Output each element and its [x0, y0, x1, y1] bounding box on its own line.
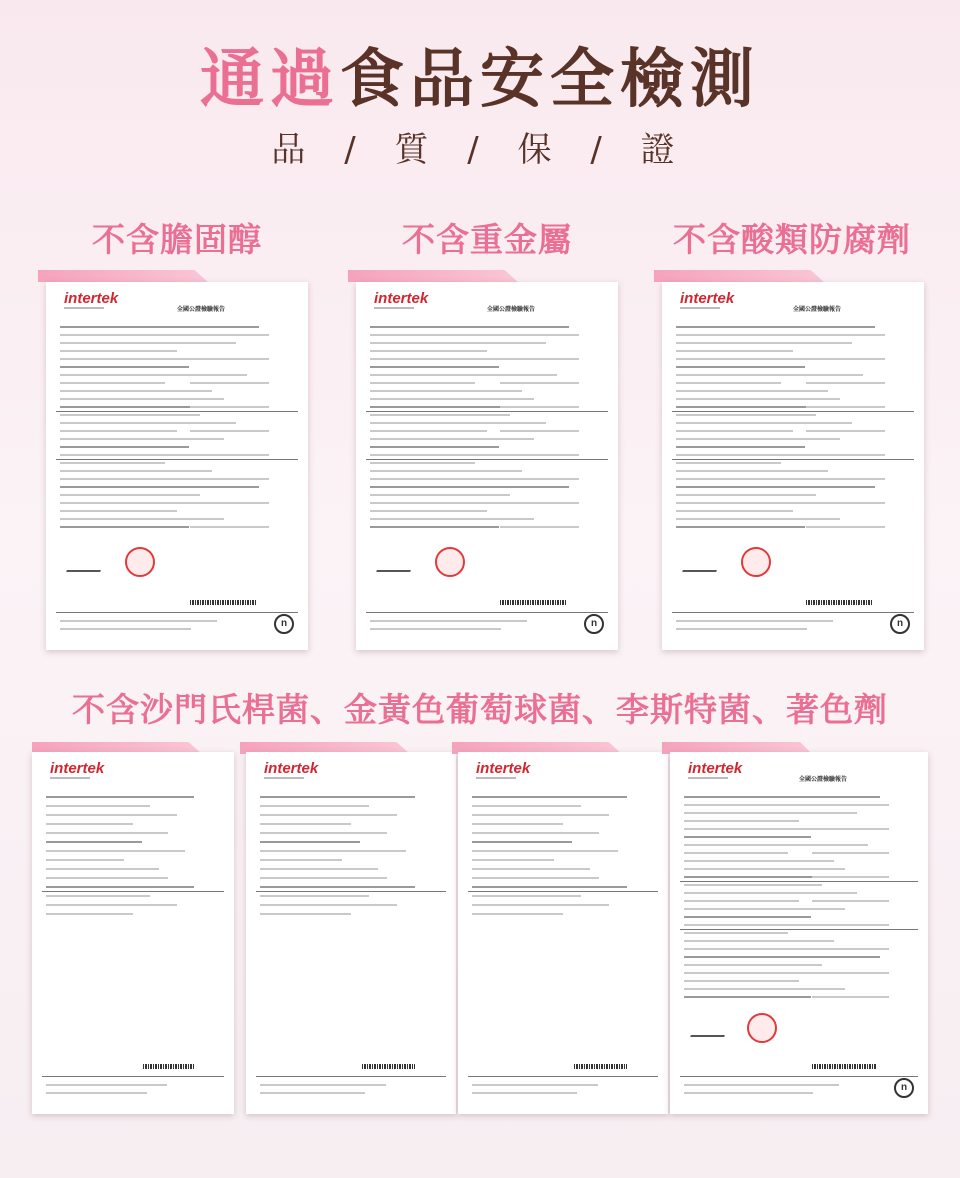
signature	[682, 562, 720, 572]
test-report-document	[356, 282, 618, 650]
logo-underline	[50, 777, 90, 779]
text-line	[370, 382, 475, 384]
text-line	[684, 852, 788, 854]
signature	[66, 562, 104, 572]
section-divider	[680, 881, 918, 882]
footer-divider	[256, 1076, 446, 1077]
text-line	[684, 908, 845, 910]
accreditation-mark-icon: n	[894, 1078, 914, 1098]
text-line	[260, 832, 387, 834]
text-line	[190, 454, 269, 456]
text-line	[472, 886, 627, 888]
seal-stamp	[747, 1013, 777, 1043]
accreditation-mark-icon: n	[890, 614, 910, 634]
text-line	[806, 334, 885, 336]
text-line	[472, 850, 618, 852]
text-line	[684, 932, 788, 934]
page-title	[0, 40, 960, 120]
logo-underline	[476, 777, 516, 779]
text-line	[46, 904, 177, 906]
text-line	[676, 414, 816, 416]
text-line	[60, 334, 200, 336]
test-report-document	[670, 752, 928, 1114]
logo-underline	[64, 307, 104, 309]
document-tab	[348, 270, 518, 282]
intertek-logo: intertek	[680, 290, 735, 307]
text-line	[684, 804, 822, 806]
text-line	[190, 526, 269, 528]
text-line	[190, 478, 269, 480]
barcode	[500, 600, 566, 605]
text-line	[676, 422, 852, 424]
section-divider	[366, 459, 608, 460]
text-line	[806, 454, 885, 456]
text-line	[46, 868, 159, 870]
text-line	[472, 841, 572, 843]
text-line	[684, 988, 845, 990]
text-line	[676, 326, 875, 328]
text-line	[260, 904, 397, 906]
text-line	[260, 868, 378, 870]
text-line	[260, 886, 415, 888]
text-line	[60, 526, 189, 528]
barcode	[362, 1064, 415, 1069]
text-line	[806, 358, 885, 360]
text-line	[60, 414, 200, 416]
text-line	[812, 804, 889, 806]
text-line	[472, 814, 609, 816]
text-line	[260, 805, 369, 807]
text-line	[46, 832, 168, 834]
text-line	[812, 948, 889, 950]
text-line	[472, 868, 590, 870]
footer-text	[60, 628, 191, 630]
text-line	[370, 518, 534, 520]
text-line	[190, 334, 269, 336]
text-line	[684, 796, 880, 798]
text-line	[370, 430, 487, 432]
text-line	[684, 844, 868, 846]
text-line	[806, 430, 885, 432]
intertek-logo: intertek	[50, 760, 105, 777]
text-line	[60, 422, 236, 424]
footer-text	[370, 628, 501, 630]
text-line	[812, 996, 889, 998]
text-line	[500, 502, 579, 504]
text-line	[190, 406, 269, 408]
text-line	[370, 398, 534, 400]
text-line	[500, 334, 579, 336]
text-line	[676, 390, 828, 392]
test-report-document	[458, 752, 668, 1114]
text-line	[260, 895, 369, 897]
footer-divider	[680, 1076, 918, 1077]
text-line	[60, 390, 212, 392]
barcode	[143, 1064, 194, 1069]
text-line	[500, 526, 579, 528]
text-line	[676, 398, 840, 400]
subtitle: 品 / 質 / 保 / 證	[271, 130, 689, 170]
report-title: 全國公證檢驗報告	[177, 306, 226, 313]
footer-text	[472, 1084, 598, 1086]
text-line	[46, 814, 177, 816]
label-no-preservative: 不含酸類防腐劑	[673, 220, 911, 259]
text-line	[60, 366, 189, 368]
text-line	[472, 859, 554, 861]
section-divider	[56, 459, 298, 460]
label-no-heavy-metal: 不含重金屬	[402, 220, 572, 259]
text-line	[472, 904, 609, 906]
footer-text	[472, 1092, 577, 1094]
text-line	[500, 358, 579, 360]
text-line	[472, 895, 581, 897]
text-line	[806, 478, 885, 480]
section-divider	[468, 891, 658, 892]
text-line	[684, 892, 857, 894]
text-line	[46, 841, 142, 843]
text-line	[676, 382, 781, 384]
section-divider	[672, 459, 914, 460]
text-line	[684, 820, 799, 822]
footer-text	[46, 1084, 167, 1086]
text-line	[676, 526, 805, 528]
footer-text	[260, 1084, 386, 1086]
text-line	[190, 382, 269, 384]
text-line	[60, 430, 177, 432]
text-line	[46, 823, 133, 825]
signature	[376, 562, 414, 572]
text-line	[676, 342, 852, 344]
logo-underline	[688, 777, 728, 779]
text-line	[676, 518, 840, 520]
text-line	[676, 510, 793, 512]
footer-divider	[56, 612, 298, 613]
text-line	[60, 326, 259, 328]
barcode	[574, 1064, 627, 1069]
text-line	[60, 446, 189, 448]
footer-divider	[468, 1076, 658, 1077]
text-line	[370, 470, 522, 472]
section-divider	[56, 411, 298, 412]
text-line	[812, 852, 889, 854]
text-line	[60, 438, 224, 440]
text-line	[370, 510, 487, 512]
text-line	[684, 916, 811, 918]
text-line	[370, 350, 487, 352]
text-line	[260, 850, 406, 852]
text-line	[370, 334, 510, 336]
intertek-logo: intertek	[64, 290, 119, 307]
text-line	[46, 895, 150, 897]
text-line	[260, 913, 351, 915]
title-highlight: 通過	[200, 43, 340, 117]
footer-text	[260, 1092, 365, 1094]
text-line	[370, 526, 499, 528]
text-line	[370, 414, 510, 416]
text-line	[812, 972, 889, 974]
section-divider	[672, 411, 914, 412]
text-line	[46, 850, 185, 852]
text-line	[812, 876, 889, 878]
text-line	[370, 326, 569, 328]
footer-text	[676, 620, 833, 622]
text-line	[370, 446, 499, 448]
accreditation-mark-icon: n	[584, 614, 604, 634]
text-line	[684, 860, 834, 862]
footer-text	[676, 628, 807, 630]
seal-stamp	[125, 547, 155, 577]
label-no-bacteria-colorant: 不含沙門氏桿菌、金黃色葡萄球菌、李斯特菌、著色劑	[72, 690, 888, 729]
text-line	[500, 382, 579, 384]
test-report-document	[246, 752, 456, 1114]
title-main: 食品安全檢測	[340, 43, 760, 117]
text-line	[500, 430, 579, 432]
text-line	[260, 877, 387, 879]
text-line	[260, 796, 415, 798]
text-line	[260, 823, 351, 825]
text-line	[46, 805, 150, 807]
text-line	[370, 342, 546, 344]
footer-text	[684, 1092, 813, 1094]
text-line	[812, 924, 889, 926]
text-line	[46, 886, 194, 888]
text-line	[472, 832, 599, 834]
text-line	[260, 841, 360, 843]
section-divider	[680, 929, 918, 930]
text-line	[60, 374, 247, 376]
text-line	[684, 868, 845, 870]
intertek-logo: intertek	[264, 760, 319, 777]
footer-text	[46, 1092, 147, 1094]
text-line	[472, 823, 563, 825]
text-line	[806, 526, 885, 528]
logo-underline	[680, 307, 720, 309]
text-line	[684, 980, 799, 982]
text-line	[370, 494, 510, 496]
text-line	[500, 454, 579, 456]
text-line	[370, 374, 557, 376]
text-line	[60, 470, 212, 472]
text-line	[676, 462, 781, 464]
text-line	[60, 462, 165, 464]
text-line	[46, 913, 133, 915]
text-line	[684, 964, 822, 966]
text-line	[60, 494, 200, 496]
text-line	[500, 478, 579, 480]
text-line	[676, 366, 805, 368]
text-line	[46, 796, 194, 798]
text-line	[806, 502, 885, 504]
text-line	[46, 877, 168, 879]
report-title: 全國公證檢驗報告	[799, 776, 848, 783]
text-line	[676, 470, 828, 472]
logo-underline	[264, 777, 304, 779]
footer-text	[684, 1084, 839, 1086]
footer-text	[60, 620, 217, 622]
text-line	[676, 350, 793, 352]
logo-underline	[374, 307, 414, 309]
text-line	[684, 956, 880, 958]
text-line	[676, 446, 805, 448]
seal-stamp	[435, 547, 465, 577]
footer-text	[370, 620, 527, 622]
text-line	[472, 805, 581, 807]
test-report-document	[662, 282, 924, 650]
text-line	[806, 406, 885, 408]
test-report-document	[32, 752, 234, 1114]
text-line	[60, 486, 259, 488]
text-line	[812, 900, 889, 902]
text-line	[60, 342, 236, 344]
report-title: 全國公證檢驗報告	[793, 306, 842, 313]
text-line	[260, 859, 342, 861]
text-line	[684, 836, 811, 838]
text-line	[676, 334, 816, 336]
seal-stamp	[741, 547, 771, 577]
text-line	[370, 438, 534, 440]
intertek-logo: intertek	[374, 290, 429, 307]
section-divider	[256, 891, 446, 892]
signature	[690, 1027, 728, 1037]
text-line	[190, 358, 269, 360]
text-line	[676, 486, 875, 488]
intertek-logo: intertek	[688, 760, 743, 777]
text-line	[370, 390, 522, 392]
text-line	[370, 462, 475, 464]
accreditation-mark-icon: n	[274, 614, 294, 634]
text-line	[676, 374, 863, 376]
document-tab	[654, 270, 824, 282]
document-tab	[38, 270, 208, 282]
text-line	[472, 913, 563, 915]
text-line	[60, 518, 224, 520]
text-line	[260, 814, 397, 816]
text-line	[60, 398, 224, 400]
text-line	[60, 510, 177, 512]
barcode	[806, 600, 872, 605]
text-line	[684, 812, 857, 814]
barcode	[190, 600, 256, 605]
report-title: 全國公證檢驗報告	[487, 306, 536, 313]
barcode	[812, 1064, 877, 1069]
footer-divider	[366, 612, 608, 613]
text-line	[60, 350, 177, 352]
text-line	[812, 828, 889, 830]
test-report-document	[46, 282, 308, 650]
text-line	[684, 940, 834, 942]
section-divider	[42, 891, 224, 892]
label-no-cholesterol: 不含膽固醇	[92, 220, 262, 259]
section-divider	[366, 411, 608, 412]
text-line	[500, 406, 579, 408]
text-line	[472, 796, 627, 798]
text-line	[190, 502, 269, 504]
text-line	[684, 900, 799, 902]
text-line	[676, 438, 840, 440]
text-line	[676, 494, 816, 496]
footer-divider	[672, 612, 914, 613]
text-line	[370, 366, 499, 368]
intertek-logo: intertek	[476, 760, 531, 777]
text-line	[472, 877, 599, 879]
text-line	[684, 884, 822, 886]
text-line	[370, 422, 546, 424]
text-line	[46, 859, 124, 861]
text-line	[684, 996, 811, 998]
text-line	[60, 382, 165, 384]
footer-divider	[42, 1076, 224, 1077]
text-line	[806, 382, 885, 384]
text-line	[190, 430, 269, 432]
text-line	[676, 430, 793, 432]
text-line	[370, 486, 569, 488]
